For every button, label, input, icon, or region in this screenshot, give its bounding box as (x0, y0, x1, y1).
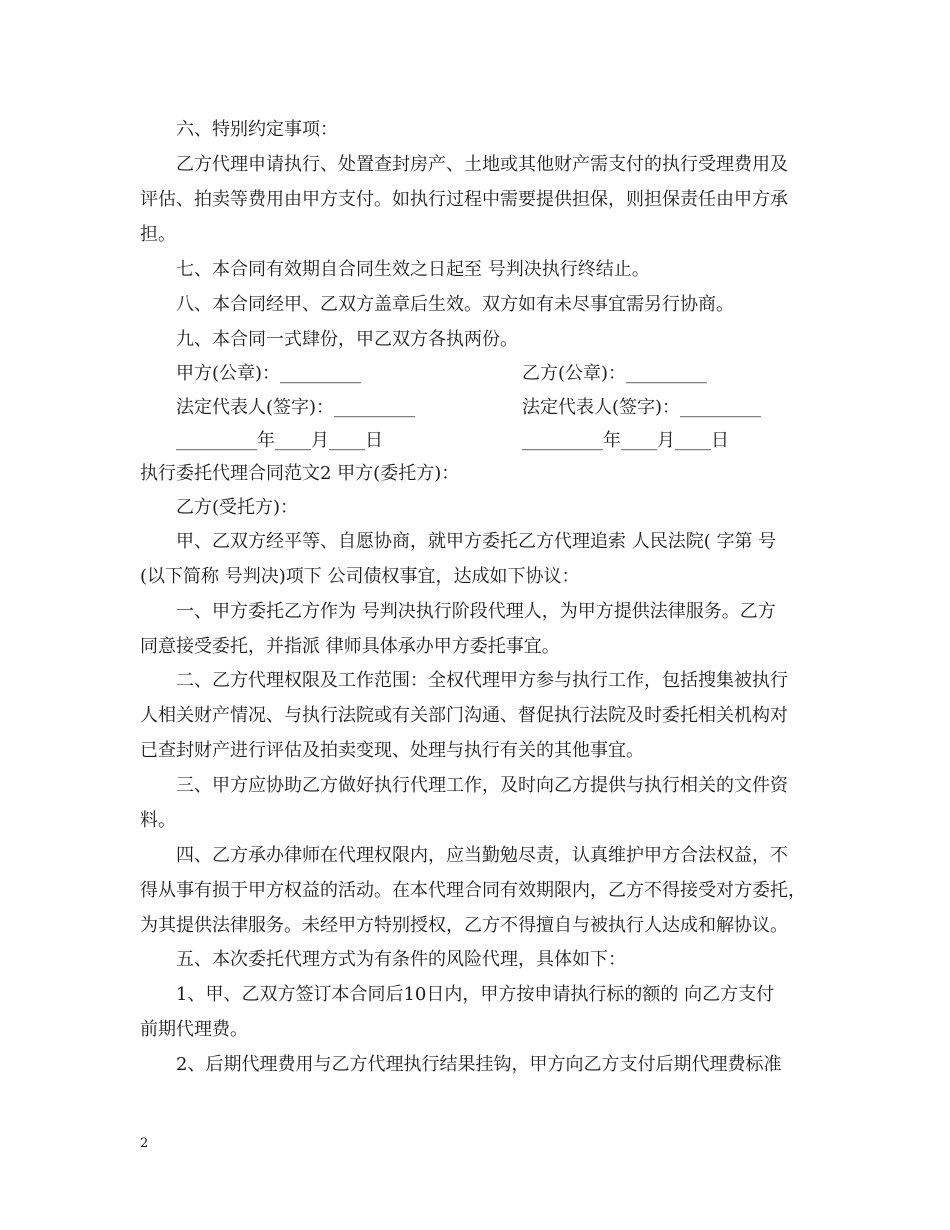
second-contract-title: 执行委托代理合同范文2 甲方(委托方)： (140, 463, 460, 484)
party-b-trustee: 乙方(受托方)： (176, 497, 299, 518)
article-3-line-2: 料。 (140, 810, 176, 831)
article-5-item-1-line-1: 1、甲、乙双方签订本合同后10日内，甲方按申请执行标的额的 向乙方支付 (176, 984, 775, 1005)
article-3-line-1: 三、甲方应协助乙方做好执行代理工作，及时向乙方提供与执行相关的文件资 (176, 775, 788, 796)
preamble-line-2: (以下简称 号判决)项下 公司债权事宜，达成如下协议： (140, 566, 580, 587)
party-b-seal-line: 乙方(公章)：_________ (522, 363, 708, 384)
party-b-representative-line: 法定代表人(签字)：_________ (522, 397, 762, 418)
party-a-date-line: _________年____月____日 (176, 430, 383, 451)
clause-6-text-line-2: 评估、拍卖等费用由甲方支付。如执行过程中需要提供担保，则担保责任由甲方承 (140, 189, 788, 210)
article-4-line-1: 四、乙方承办律师在代理权限内，应当勤勉尽责，认真维护甲方合法权益，不 (176, 845, 788, 866)
article-1-line-2: 同意接受委托，并指派 律师具体承办甲方委托事宜。 (140, 636, 560, 657)
article-4-line-3: 为其提供法律服务。未经甲方特别授权，乙方不得擅自与被执行人达成和解协议。 (140, 915, 788, 936)
article-5-item-2-line-1: 2、后期代理费用与乙方代理执行结果挂钩，甲方向乙方支付后期代理费标准 (176, 1054, 782, 1075)
clause-6-heading: 六、特别约定事项： (176, 119, 338, 140)
article-5-heading: 五、本次委托代理方式为有条件的风险代理，具体如下： (176, 949, 626, 970)
party-a-seal-line: 甲方(公章)：_________ (176, 363, 362, 384)
article-2-line-3: 已查封财产进行评估及拍卖变现、处理与执行有关的其他事宜。 (140, 740, 644, 761)
clause-7: 七、本合同有效期自合同生效之日起至 号判决执行终结止。 (176, 259, 650, 280)
article-4-line-2: 得从事有损于甲方权益的活动。在本代理合同有效期限内，乙方不得接受对方委托， (140, 880, 806, 901)
clause-8: 八、本合同经甲、乙双方盖章后生效。双方如有未尽事宜需另行协商。 (176, 294, 734, 315)
clause-6-text-line-3: 担。 (140, 224, 176, 245)
clause-6-text-line-1: 乙方代理申请执行、处置查封房产、土地或其他财产需支付的执行受理费用及 (176, 154, 788, 175)
party-a-representative-line: 法定代表人(签字)：_________ (176, 397, 416, 418)
article-5-item-1-line-2: 前期代理费。 (140, 1019, 248, 1040)
article-2-line-2: 人相关财产情况、与执行法院或有关部门沟通、督促执行法院及时委托相关机构对 (140, 705, 788, 726)
page-number: 2 (140, 1136, 149, 1151)
party-b-date-line: _________年____月____日 (522, 430, 729, 451)
preamble-line-1: 甲、乙双方经平等、自愿协商，就甲方委托乙方代理追索 人民法院( 字第 号 (176, 531, 777, 552)
article-1-line-1: 一、甲方委托乙方作为 号判决执行阶段代理人，为甲方提供法律服务。乙方 (176, 601, 776, 622)
article-2-line-1: 二、乙方代理权限及工作范围：全权代理甲方参与执行工作，包括搜集被执行 (176, 670, 788, 691)
clause-9: 九、本合同一式肆份，甲乙双方各执两份。 (176, 329, 518, 350)
